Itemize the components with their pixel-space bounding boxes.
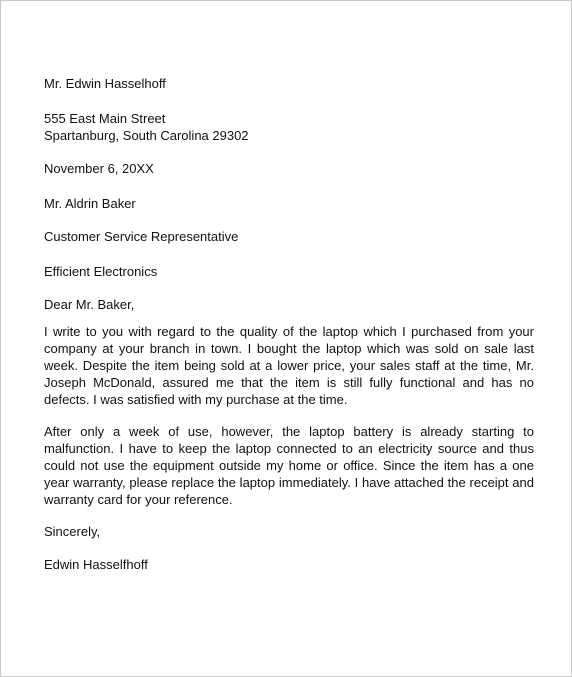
body-paragraph-1: I write to you with regard to the quality of the laptop which I purchased from your company at your branch in town. I bought the laptop which was sold on sale last week. Despite the item being sold at a lower price, your sales staff at the time, Mr. Joseph McDonald, assured me that the item is still fully functional and has no defects. I was satisfied with my purchase at the time. (44, 324, 534, 407)
sender-street: 555 East Main Street (44, 111, 166, 126)
recipient-title: Customer Service Representative (44, 229, 239, 244)
recipient-company: Efficient Electronics (44, 264, 158, 279)
sender-name: Mr. Edwin Hasselhoff (44, 76, 166, 91)
letter-body (44, 75, 534, 573)
body-paragraph-2: After only a week of use, however, the laptop battery is already starting to malfunction. I have to keep the laptop connected to an electricity source and thus could not use the equipment outside my home or office. Since the item has a one year warranty, please replace the laptop immediately. I have attached the receipt and warranty card for your reference. (44, 424, 534, 507)
salutation: Dear Mr. Baker, (44, 297, 135, 312)
recipient-name: Mr. Aldrin Baker (44, 196, 136, 211)
signature-name: Edwin Hasselfhoff (44, 557, 148, 572)
sender-city-state-zip: Spartanburg, South Carolina 29302 (44, 128, 249, 143)
letter-date: November 6, 20XX (44, 161, 154, 176)
closing: Sincerely, (44, 524, 101, 539)
